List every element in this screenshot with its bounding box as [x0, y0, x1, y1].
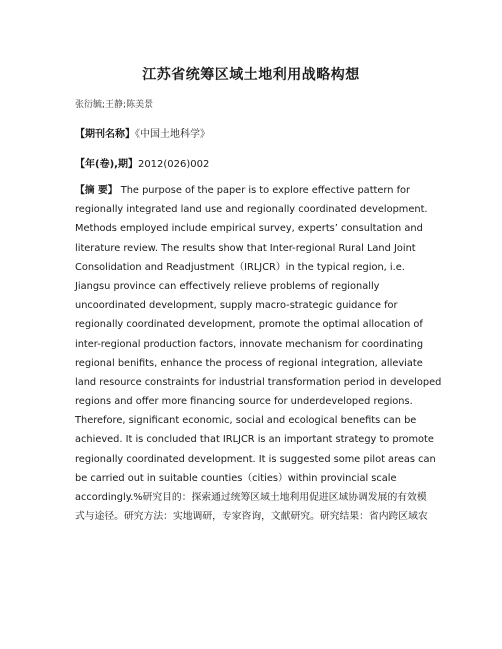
abstract-line: regional benifits, enhance the process of regional integration, alleviate [75, 357, 423, 369]
abstract-line: literature review. The results show that Inter-regional Rural Land Joint [75, 242, 416, 254]
abstract-line: achieved. It is concluded that IRLJCR is an important strategy to promote [75, 434, 434, 446]
abstract-line: regionally integrated land use and regionally coordinated development. [75, 204, 428, 216]
journal-label: 【期刊名称】 [75, 129, 135, 140]
abstract-line: accordingly.%研究目的：探索通过统筹区域土地利用促进区域协调发展的有效模 [75, 492, 427, 503]
abstract-line: Methods employed include empirical survey, experts’ consultation and [75, 223, 423, 235]
abstract-line: regionally coordinated development, promote the optimal allocation of [75, 319, 423, 331]
abstract-line: Jiangsu province can effectively relieve problems of regionally [75, 280, 380, 292]
abstract-line: be carried out in suitable counties（cities）within provincial scale [75, 472, 397, 484]
abstract-line: Therefore, significant economic, social and ecological benefits can be [75, 415, 417, 427]
abstract-line [75, 181, 435, 200]
abstract-line: regionally coordinated development. It is suggested some pilot areas can [75, 453, 436, 465]
journal-name: 《中国土地科学》 [135, 129, 210, 140]
abstract-line: land resource constraints for industrial transformation period in developed [75, 376, 442, 388]
abstract-line: Consolidation and Readjustment（IRLJCR）in the typical region, i.e. [75, 261, 405, 273]
authors: 张衍毓;王静;陈美景 [75, 100, 154, 110]
abstract-line: 式与途径。研究方法：实地调研，专家咨询，文献研究。研究结果：省内跨区域农 [75, 511, 428, 523]
journal-line [75, 125, 210, 140]
abstract-line: uncoordinated development, supply macro-strategic guidance for [75, 300, 398, 312]
abstract-line: regions and offer more financing source for underdeveloped regions. [75, 396, 413, 408]
abstract-label: 【摘 要】 [75, 185, 118, 196]
abstract [75, 181, 442, 526]
year-value: 2012(026)002 [137, 159, 210, 170]
year-label: 【年(卷),期】 [75, 159, 138, 170]
abstract-text: The purpose of the paper is to explore effective pattern for [120, 185, 411, 196]
document-title: 江苏省统筹区域土地利用战略构想 [142, 67, 360, 83]
abstract-line: inter-regional production factors, innovate mechanism for coordinating [75, 338, 424, 350]
year-volume-line [75, 155, 209, 170]
